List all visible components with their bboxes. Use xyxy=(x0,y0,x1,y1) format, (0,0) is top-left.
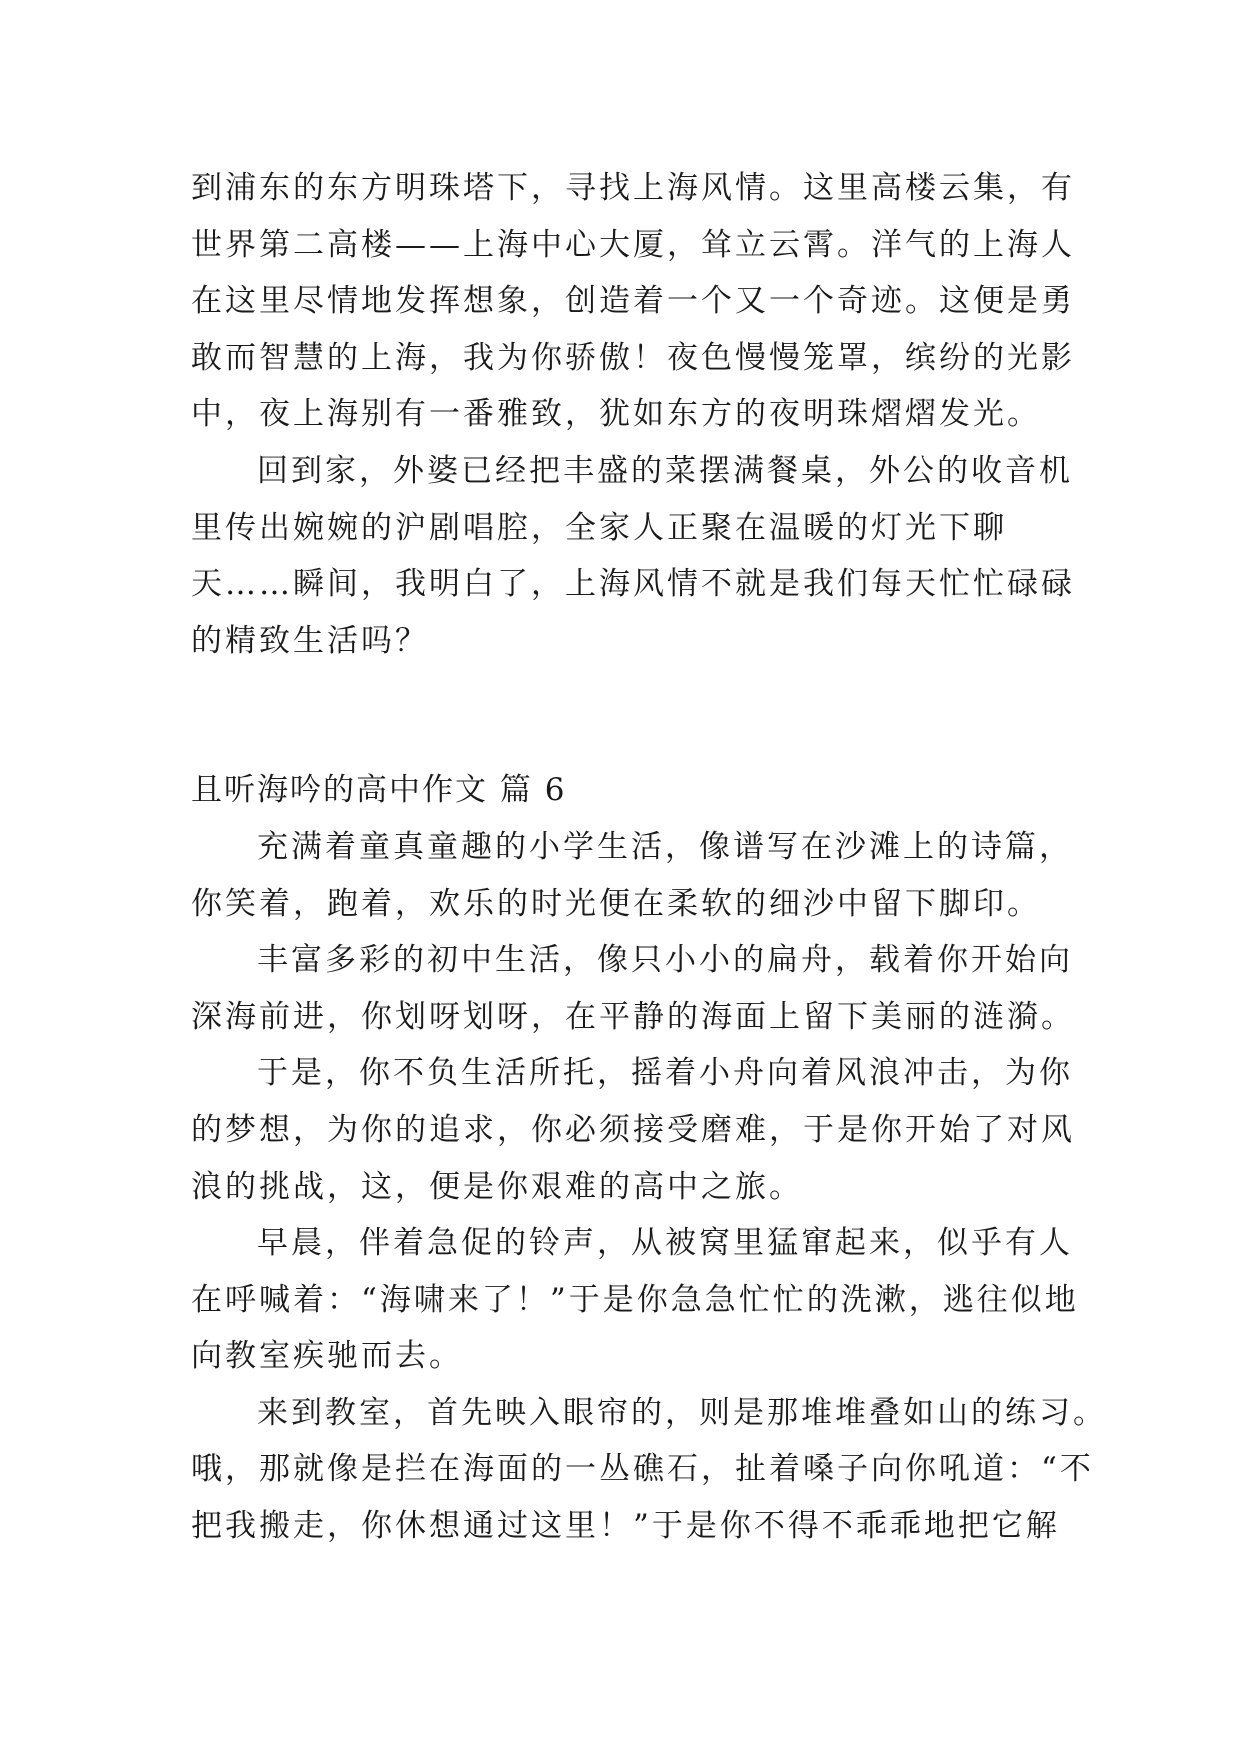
text-line: 浪的挑战，这，便是你艰难的高中之旅。 xyxy=(191,1168,803,1205)
text-line: 深海前进，你划呀划呀，在平静的海面上留下美丽的涟漪。 xyxy=(191,998,1075,1035)
essay-paragraph-5 xyxy=(191,1385,1107,1555)
essay-title: 且听海吟的高中作文 篇 6 xyxy=(191,772,567,809)
text-line: 中，夜上海别有一番雅致，犹如东方的夜明珠熠熠发光。 xyxy=(191,396,1041,433)
text-line: 你笑着，跑着，欢乐的时光便在柔软的细沙中留下脚印。 xyxy=(191,885,1041,922)
essay-paragraph-2 xyxy=(191,932,1075,1045)
text-line: 的精致生活吗？ xyxy=(191,622,429,659)
section-gap xyxy=(191,669,1061,762)
text-line: 在呼喊着：“海啸来了！”于是你急急忙忙的洗漱，逃往似地 xyxy=(191,1281,1079,1318)
text-line: 里传出婉婉的沪剧唱腔，全家人正聚在温暖的灯光下聊 xyxy=(191,509,1007,546)
essay-paragraph-3 xyxy=(191,1045,1075,1215)
text-line: 天……瞬间，我明白了，上海风情不就是我们每天忙忙碌碌 xyxy=(191,566,1075,603)
text-line: 到浦东的东方明珠塔下，寻找上海风情。这里高楼云集，有 xyxy=(191,170,1075,206)
text-line: 丰富多彩的初中生活，像只小小的扁舟，载着你开始向 xyxy=(257,942,1073,979)
text-line: 来到教室，首先映入眼帘的，则是那堆堆叠如山的练习。 xyxy=(257,1394,1107,1431)
text-line: 早晨，伴着急促的铃声，从被窝里猛窜起来，似乎有人 xyxy=(257,1225,1073,1262)
text-line: 充满着童真童趣的小学生活，像谱写在沙滩上的诗篇， xyxy=(257,828,1073,865)
paragraph-pudong xyxy=(191,160,1075,443)
text-line: 把我搬走，你休想通过这里！”于是你不得不乖乖地把它解 xyxy=(191,1508,1060,1545)
text-line: 向教室疾驰而去。 xyxy=(191,1338,463,1375)
text-line: 于是，你不负生活所托，摇着小舟向着风浪冲击，为你 xyxy=(257,1055,1073,1092)
essay-paragraph-1 xyxy=(191,819,1073,932)
text-line: 回到家，外婆已经把丰盛的菜摆满餐桌，外公的收音机 xyxy=(257,452,1073,489)
text-line: 哦，那就像是拦在海面的一丛礁石，扯着嗓子向你吼道：“不 xyxy=(191,1451,1094,1488)
document-body xyxy=(191,160,1107,1555)
paragraph-home xyxy=(191,443,1075,669)
text-line: 的梦想，为你的追求，你必须接受磨难，于是你开始了对风 xyxy=(191,1111,1075,1148)
essay-paragraph-4 xyxy=(191,1215,1079,1385)
text-line: 敢而智慧的上海，我为你骄傲！夜色慢慢笼罩，缤纷的光影 xyxy=(191,339,1075,376)
text-line: 在这里尽情地发挥想象，创造着一个又一个奇迹。这便是勇 xyxy=(191,283,1075,320)
text-line: 世界第二高楼——上海中心大厦，耸立云霄。洋气的上海人 xyxy=(191,226,1075,263)
